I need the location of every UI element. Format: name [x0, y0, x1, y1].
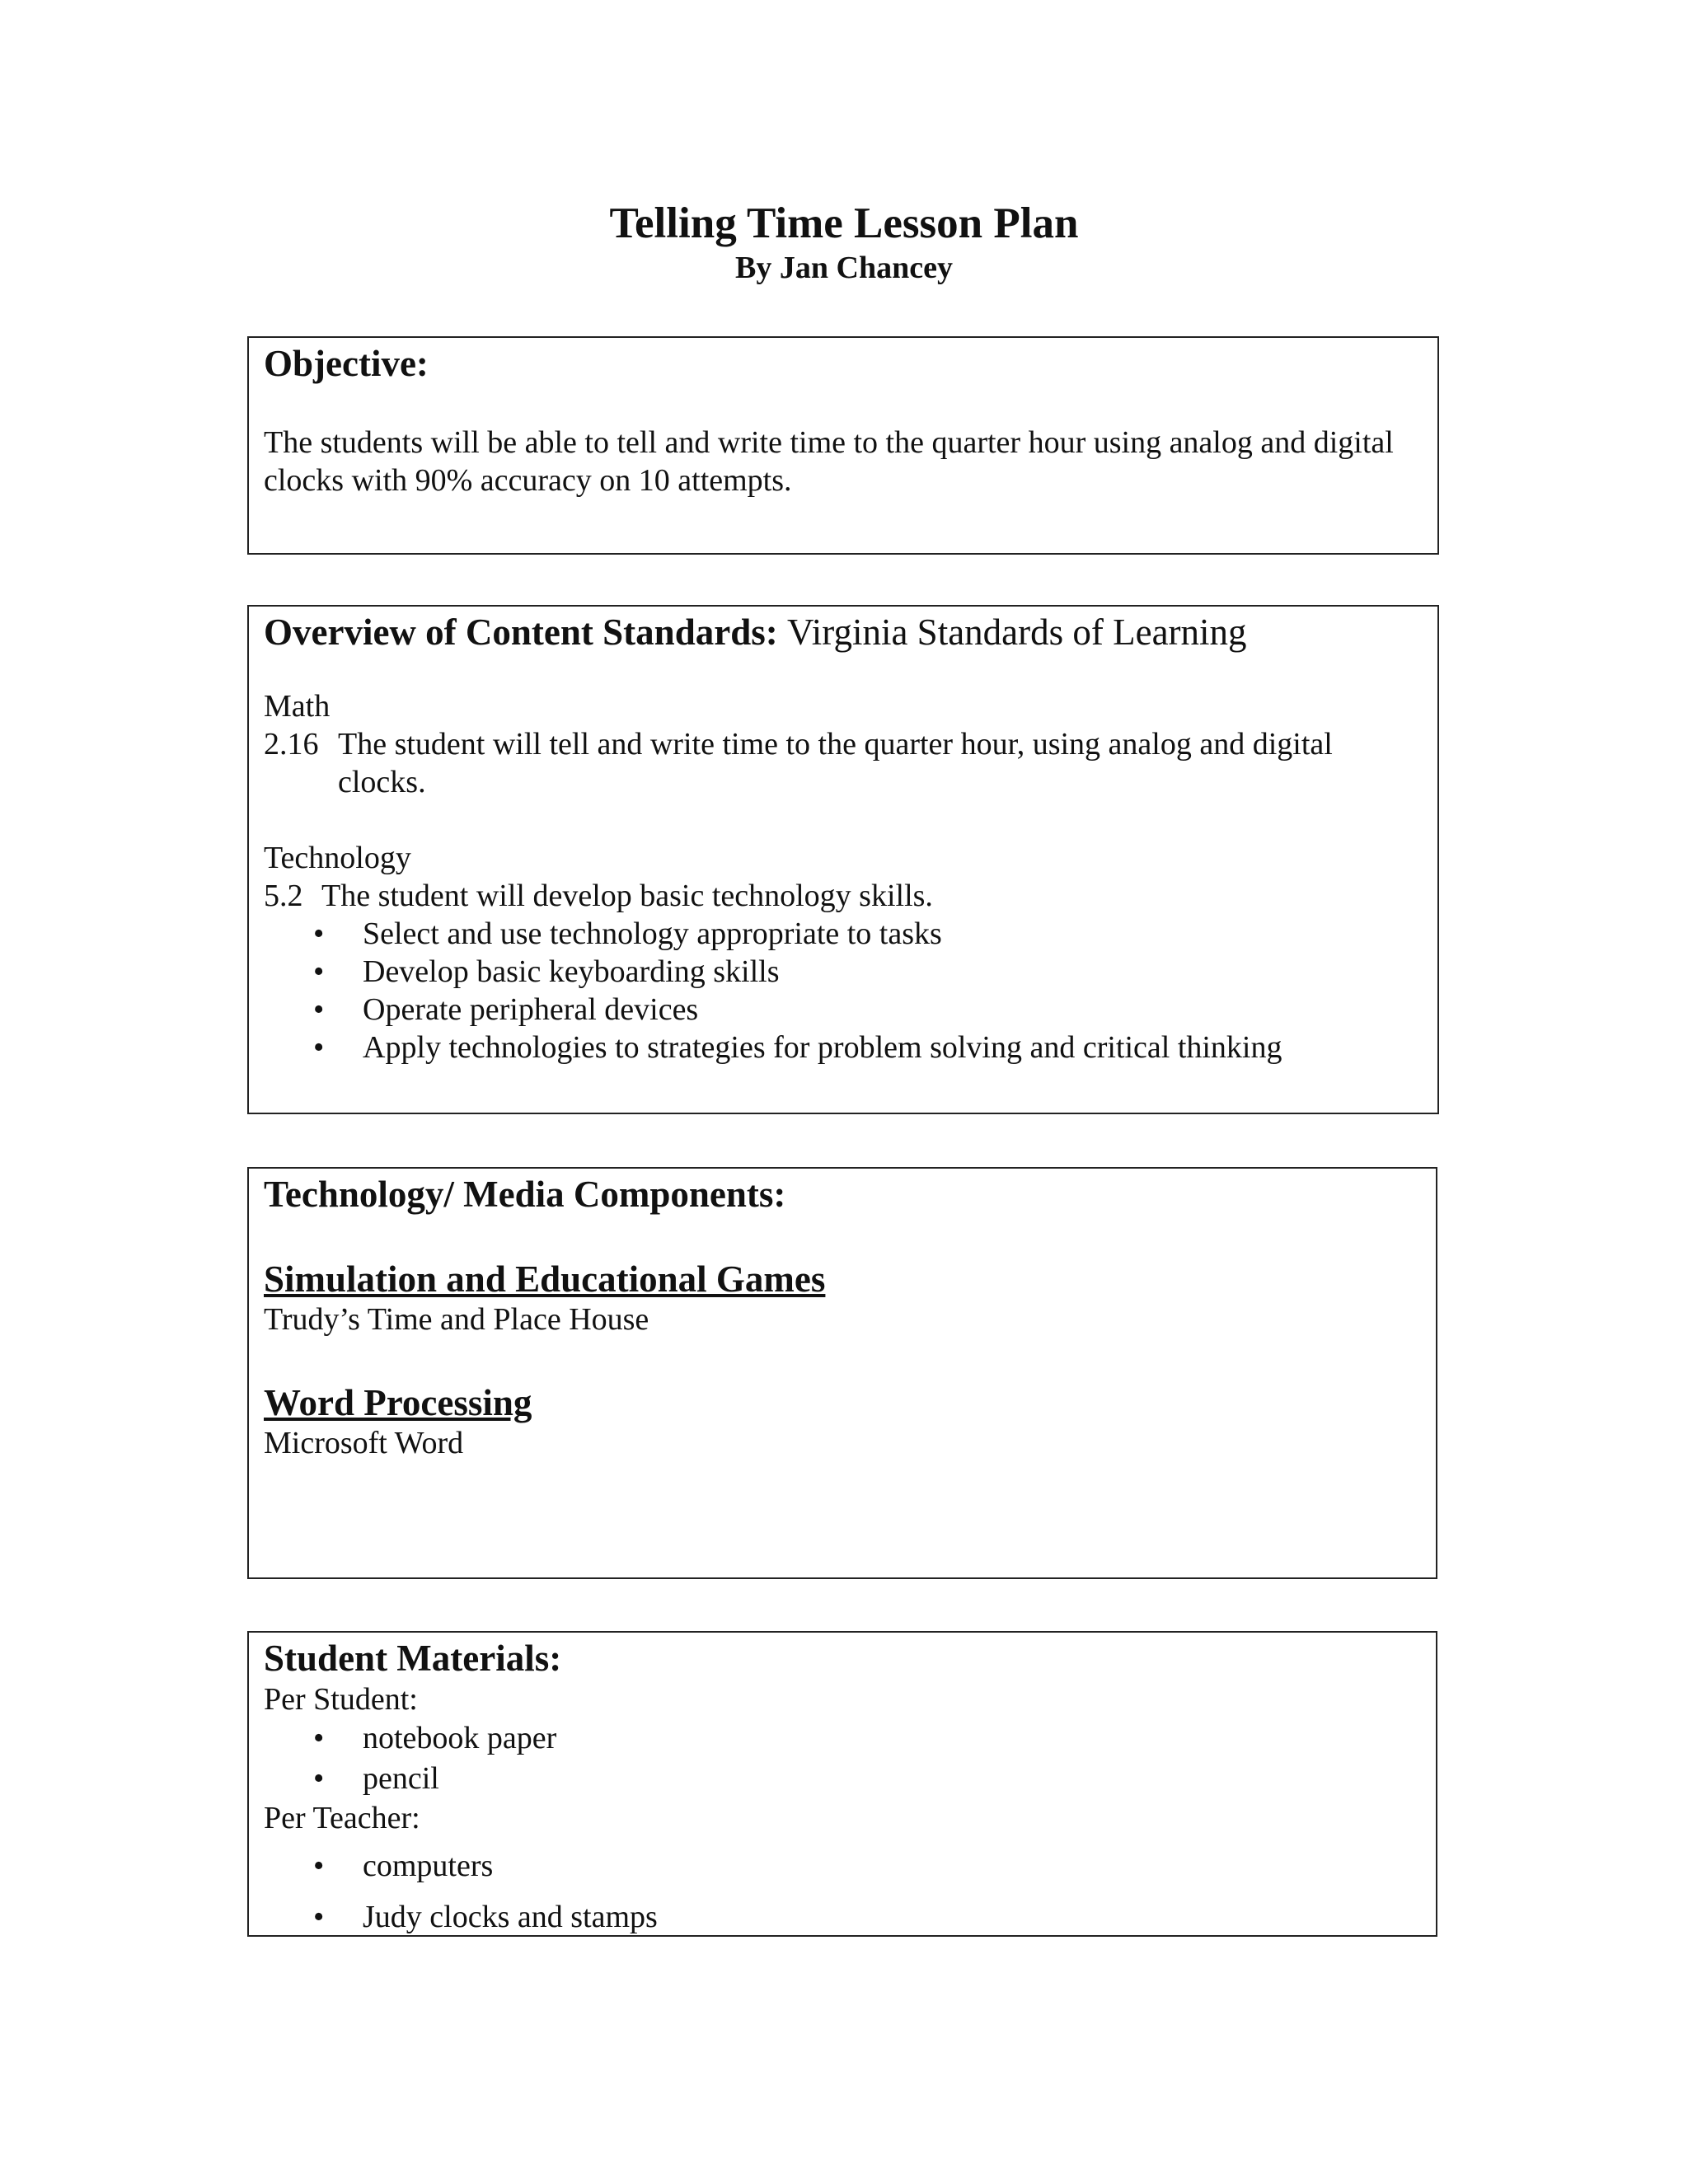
list-item: • pencil [264, 1759, 1421, 1799]
tech-skills-list [264, 915, 1423, 1066]
materials-heading: Student Materials: [264, 1638, 562, 1679]
document-title: Telling Time Lesson Plan [609, 199, 1079, 247]
technology-label: Technology [264, 841, 411, 875]
objective-text: The students will be able to tell and write time to the quarter hour using analog and digital clocks with 90% accuracy on 10 attempts. [264, 425, 1394, 498]
word-processing-heading: Word Processing [264, 1382, 532, 1423]
list-item: • Select and use technology appropriate to tasks [264, 915, 1423, 953]
objective-heading: Objective: [264, 343, 429, 384]
math-standard-number: 2.16 [264, 727, 319, 762]
standards-heading [264, 610, 1423, 654]
math-standard-text: The student will tell and write time to the quarter hour, using analog and digital clocks. [338, 727, 1333, 799]
per-teacher-list [264, 1840, 1421, 1943]
list-item: • Apply technologies to strategies for problem solving and critical thinking [264, 1029, 1423, 1066]
list-item: • notebook paper [264, 1718, 1421, 1759]
tech-media-box [247, 1167, 1437, 1579]
title-block [0, 198, 1688, 287]
simulation-games-heading: Simulation and Educational Games [264, 1258, 826, 1300]
document-author: By Jan Chancey [735, 251, 953, 285]
tech-media-heading: Technology/ Media Components: [264, 1174, 786, 1215]
materials-box [247, 1631, 1437, 1937]
math-standard [264, 725, 1423, 801]
list-item: • Judy clocks and stamps [264, 1891, 1421, 1943]
standards-heading-suffix: Virginia Standards of Learning [786, 612, 1247, 653]
list-item: • computers [264, 1840, 1421, 1891]
standards-heading-label: Overview of Content Standards: [264, 612, 778, 653]
math-label: Math [264, 689, 331, 724]
objective-box [247, 336, 1439, 555]
tech-standard [264, 877, 1423, 915]
word-processing-item: Microsoft Word [264, 1426, 464, 1460]
tech-standard-text: The student will develop basic technology skills. [321, 879, 933, 913]
per-teacher-label: Per Teacher: [264, 1801, 420, 1835]
per-student-list [264, 1718, 1421, 1799]
standards-box [247, 605, 1439, 1114]
simulation-games-item: Trudy’s Time and Place House [264, 1302, 649, 1337]
per-student-label: Per Student: [264, 1682, 418, 1717]
list-item: • Develop basic keyboarding skills [264, 953, 1423, 991]
tech-standard-number: 5.2 [264, 879, 303, 913]
list-item: • Operate peripheral devices [264, 991, 1423, 1029]
